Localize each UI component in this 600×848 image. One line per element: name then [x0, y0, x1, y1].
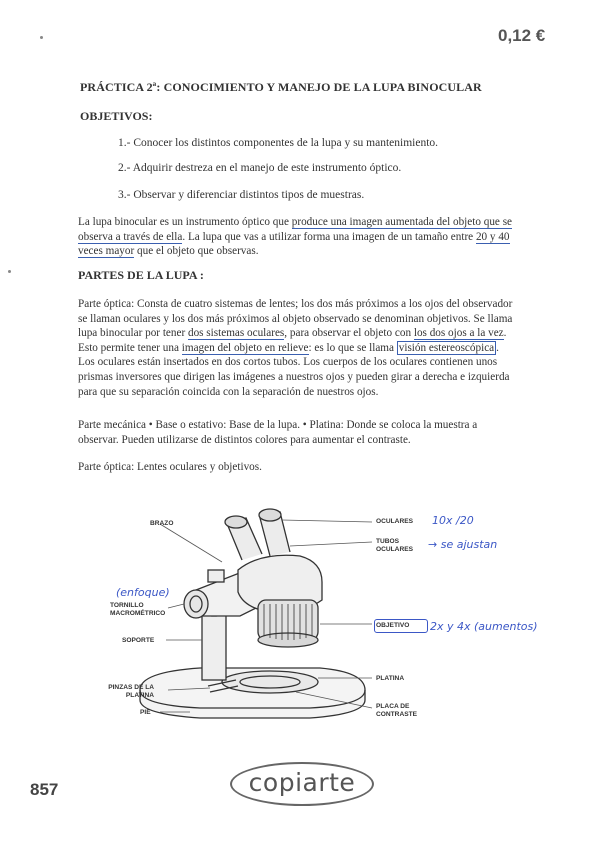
intro-paragraph	[78, 215, 518, 259]
optical-text: Parte óptica: Consta de cuatro sistemas de lentes; los dos más próximos a los ojos del observador se llaman oculares y los dos más próximos al objeto observado se denominan objetivos. Se llama lupa binocular por tener	[78, 298, 513, 340]
optical-text: , para observar el objeto con	[284, 327, 414, 340]
label-objetivo: OBJETIVO	[376, 622, 410, 629]
objectives-heading: OBJETIVOS:	[80, 109, 153, 123]
objective-item: 2.- Adquirir destreza en el manejo de este instrumento óptico.	[118, 162, 402, 174]
underlined-text: produce una imagen aumentada del objeto que se observa a través de ella	[78, 216, 513, 243]
label-tubos-oculares: TUBOS OCULARES	[376, 538, 413, 553]
mechanical-paragraph: Parte mecánica • Base o estativo: Base de la lupa. • Platina: Donde se coloca la muestra a observar. Pueden utilizarse de distintos colores para aumentar el contraste.	[78, 419, 478, 446]
underlined-text: dos sistemas oculares	[187, 327, 285, 340]
intro-text: . La lupa que vas a utilizar forma una imagen de un tamaño entre	[182, 230, 476, 243]
label-placa-contraste: PLACA DE CONTRASTE	[376, 703, 418, 718]
handwritten-note-objetivo: 2x y 4x (aumentos)	[430, 620, 538, 633]
label-pinzas: PINZAS DE LA PLATINA	[108, 684, 154, 699]
handwritten-note-oculares: 10x /20	[432, 514, 474, 527]
underlined-text: 20 y 40 veces mayor	[78, 230, 510, 258]
objective-item: 1.- Conocer los distintos componentes de la lupa y su mantenimiento.	[118, 137, 439, 149]
handwritten-box	[374, 619, 428, 633]
optical-short-paragraph: Parte óptica: Lentes oculares y objetivos.	[78, 461, 262, 473]
label-oculares: OCULARES	[376, 518, 413, 525]
optical-text: : es lo que se llama	[308, 341, 397, 354]
scan-mark	[8, 270, 11, 273]
optical-text: . Los oculares están insertados en dos cortos tubos. Los cuerpos de los oculares contienen unos prismas inversores que dirigen las imágenes a nuestros ojos y pueden girar a derecha e izquierda para que su separación coincida con la separación de nuestros ojos.	[78, 341, 510, 398]
microscope-diagram	[110, 500, 390, 740]
page-number: 857	[30, 780, 59, 799]
label-tornillo-macrometrico: TORNILLO MACROMÉTRICO	[110, 602, 166, 617]
copiarte-logo: copiarte	[230, 762, 374, 806]
scan-mark	[40, 36, 43, 39]
page-title: PRÁCTICA 2ª: CONOCIMIENTO Y MANEJO DE LA LUPA BINOCULAR	[80, 80, 482, 94]
underlined-text: los dos ojos a la vez	[413, 327, 504, 340]
handwritten-note-tubos: → se ajustan	[428, 538, 498, 551]
handwritten-note-enfoque: (enfoque)	[116, 586, 170, 599]
price-label: 0,12 €	[498, 26, 546, 45]
label-platina: PLATINA	[376, 675, 405, 682]
label-pie: PIE	[140, 709, 151, 716]
label-soporte: SOPORTE	[122, 637, 155, 644]
label-brazo: BRAZO	[150, 520, 174, 527]
boxed-text: visión estereoscópica	[398, 341, 495, 354]
underlined-text: imagen del objeto en relieve	[181, 341, 309, 354]
intro-text: que el objeto que observas.	[134, 245, 259, 258]
parts-heading: PARTES DE LA LUPA :	[78, 268, 204, 282]
optical-paragraph	[78, 297, 518, 399]
objective-item: 3.- Observar y diferenciar distintos tipos de muestras.	[118, 189, 365, 201]
intro-text: La lupa binocular es un instrumento óptico que	[78, 216, 292, 228]
optical-text: . Esto permite tener una	[78, 327, 507, 354]
